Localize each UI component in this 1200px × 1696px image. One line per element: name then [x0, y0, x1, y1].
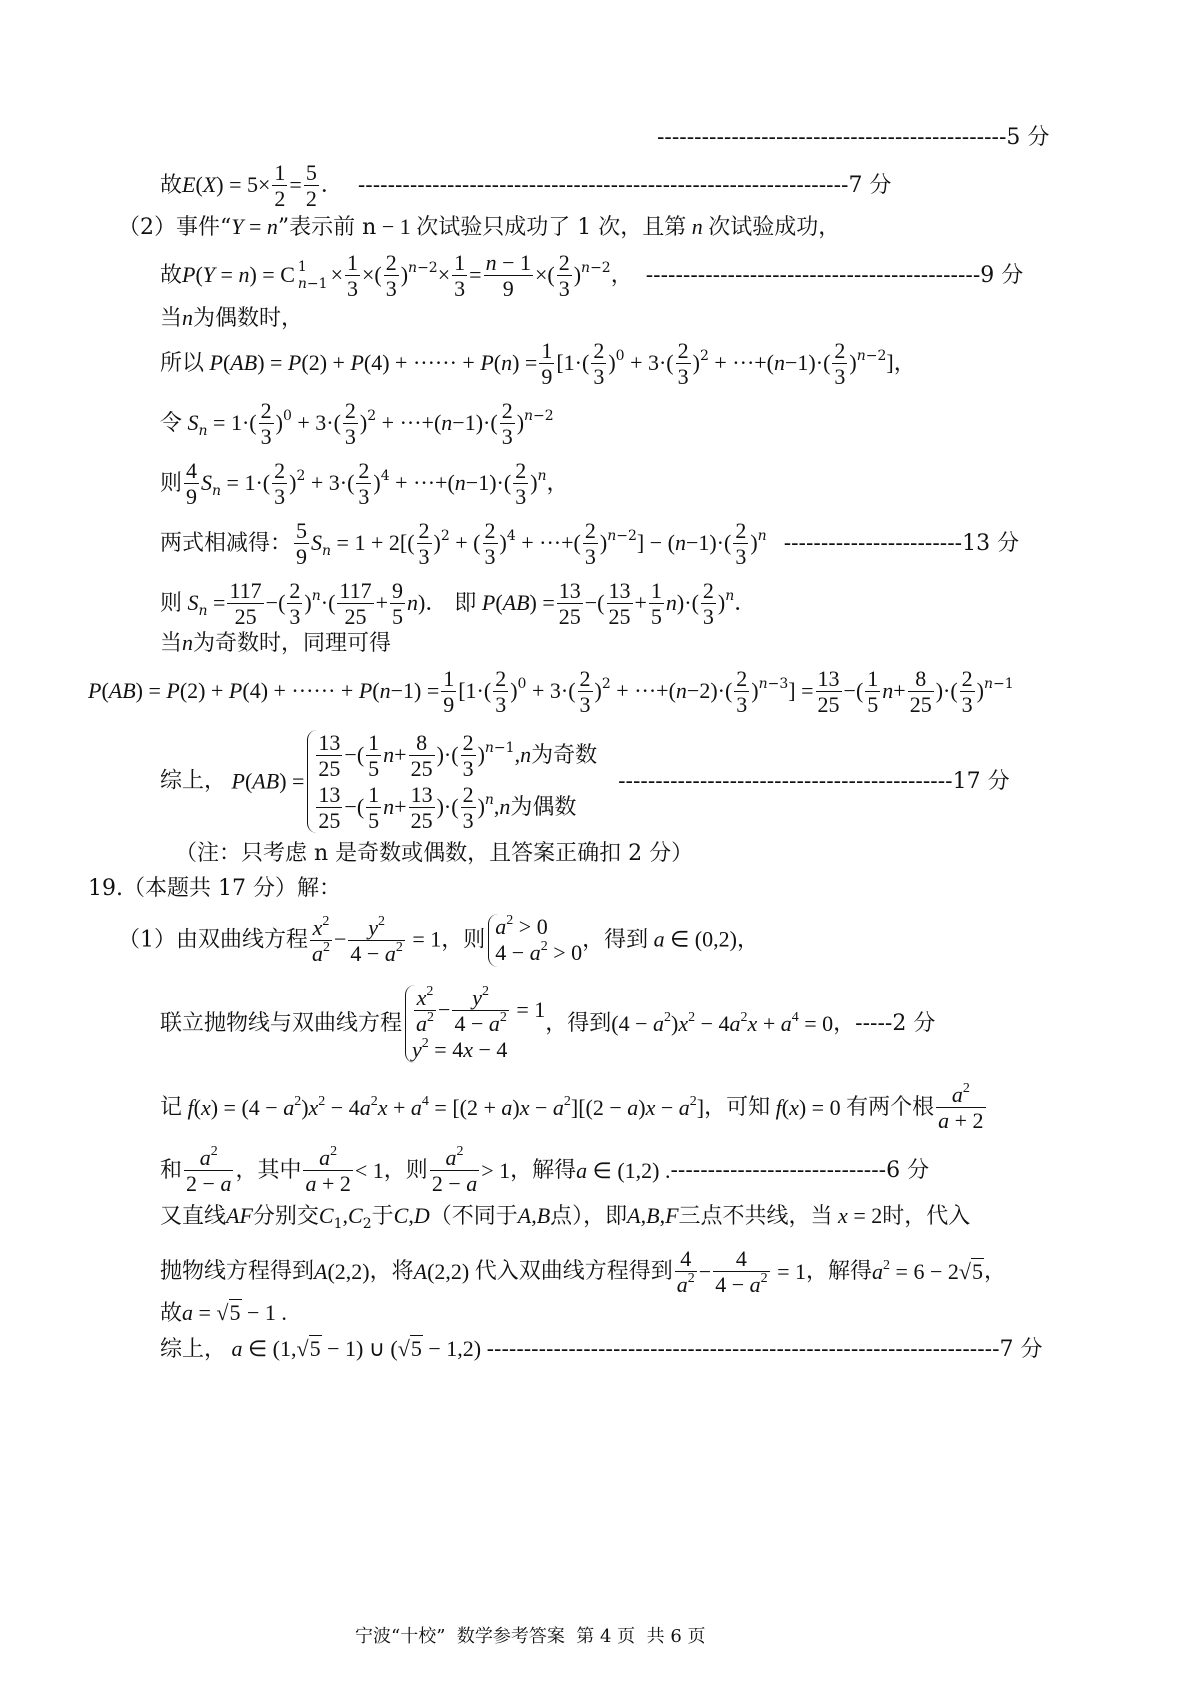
pab-odd-sum: P(AB) = P(2) + P(4) + ······ + P(n−1) = $\frac{1}{9}$ [1·( $\frac{2}{3}$ )$^0$ + 3·( $\frac{2}{3}$ )$^2$ + ···+(n−2)·( $\frac{2}{3}$ )$^{n-3}$] = $\frac{13}{25}$ −( $\frac{1}{5}$ n+ $\frac{8}{25}$ )·( $\frac{2}{3}$ )$^{n-1}$ [88, 666, 1014, 718]
part2-intro: （2）事件“Y = n”表示前 n − 1 次试验只成功了 1 次，且第 n 次试验成功， [118, 214, 841, 240]
score-mark-13: ------------------------13 分 [783, 530, 1020, 556]
pab-even-sum: 所以 P(AB) = P(2) + P(4) + ······ + P(n) = $\frac{1}{9}$ [1·( $\frac{2}{3}$ )$^0$ + 3·( $\frac{2}{3}$ )$^2$ + ···+(n−1)·( $\frac{2}{3}$ )$^{n-2}$]， [160, 338, 916, 390]
sn-result: 则 $S_n$ = $\frac{117}{25}$ −( $\frac{2}{3}$ )$^n$·( $\frac{117}{25}$ + $\frac{9}{5}$ n)． 即 P(AB) = $\frac{13}{25}$ −( $\frac{13}{25}$ + $\frac{1}{5}$ n)·( $\frac{2}{3}$ )$^n$． [160, 578, 757, 630]
text-gu: 故 [160, 172, 183, 198]
score-mark-6: -----------------------------6 分 [670, 1157, 930, 1183]
scoring-note: （注：只考虑 n 是奇数或偶数，且答案正确扣 2 分） [175, 841, 694, 866]
p19-roots-line: 和 $\frac{a^2}{2 - a}$ ，其中 $\frac{a^2}{a + 2}$ < 1，则 $\frac{a^2}{2 - a}$ > 1，解得a ∈ (1,2) .-----------------------------6 分 [160, 1144, 930, 1197]
p19-part1-line: （1）由双曲线方程 $\frac{x^2}{a^2}$ − $\frac{y^2}{4 - a^2}$ = 1，则 $a^2 > 0$ $4 - a^2 > 0$ ，得到 a ∈ (0,2)， [118, 913, 759, 966]
score-mark-7: ------------------------------------------------------------------7 分 [357, 172, 892, 198]
page-footer: 宁波“十校” 数学参考答案 第 4 页 共 6 页 [355, 1626, 706, 1647]
p19-system-line: 联立抛物线与双曲线方程 $\frac{x^2}{a^2}$ − $\frac{y^2}{4 - a^2}$ = 1 $y^2 = 4x - 4$ ，得到$(4 - a^2)x^2 - 4a^2x + a^4 = 0$，-----2 分 [160, 984, 936, 1062]
score-mark-9: ---------------------------------------------9 分 [645, 262, 1024, 288]
p19-fx-line: 记 $f(x) = (4 - a^2)x^2 - 4a^2x + a^4 = [(2 + a)x - a^2][(2 - a)x - a^2]$，可知 f(x) = 0 有两个根 $\frac{a^2}{a + 2}$ [160, 1081, 984, 1134]
p19-summary: 综上， a ∈ (1,√5 − 1) ∪ (√5 − 1,2) ---------------------------------------------------------------------7 分 [160, 1336, 1043, 1362]
even-case-intro: 当n为偶数时， [160, 305, 304, 331]
score-mark-17: ---------------------------------------------17 分 [618, 768, 1010, 794]
score-mark-2: -----2 分 [855, 1011, 936, 1036]
p19-af-line: 又直线AF分别交$C_1,C_2$于C,D（不同于A,B点），即A,B,F三点不共线，当 x = 2时，代入 [160, 1203, 971, 1232]
sn-scaled: 则 $\frac{4}{9}$ $S_n = 1\cdot$( $\frac{2}{3}$ )$^2$ + 3·( $\frac{2}{3}$ )$^4$ + ···+(n−1)·( $\frac{2}{3}$ )$^n$， [160, 458, 569, 510]
sn-subtract: 两式相减得： $\frac{5}{9}$ $S_n = 1 + 2$[( $\frac{2}{3}$ )$^2$ + ( $\frac{2}{3}$ )$^4$ + ···+( $\frac{2}{3}$ )$^{n-2}$] − (n−1)·( $\frac{2}{3}$ )$^n$ ------------------------13 分 [160, 518, 1020, 570]
odd-case-intro: 当n为奇数时，同理可得 [160, 630, 392, 656]
score-mark-7b: ---------------------------------------------------------------------7 分 [486, 1337, 1043, 1362]
score-mark-5: -----------------------------------------------5 分 [657, 125, 1050, 150]
sn-definition: 令 $S_n = 1\cdot$( $\frac{2}{3}$ )$^0$ + 3·( $\frac{2}{3}$ )$^2$ + ···+(n−1)·( $\frac{2}{3}$ )$^{n-2}$ [160, 398, 554, 450]
p19-parabola-line: 抛物线方程得到A(2,2)，将A(2,2) 代入双曲线方程得到 $\frac{4}{a^2}$ − $\frac{4}{4 - a^2}$ = 1，解得$a^2 = 6 - 2√5$， [160, 1246, 1006, 1298]
expectation-line: 故E(X) = 5× $\frac{1}{2}$ = $\frac{5}{2}$ ． ------------------------------------------------------------------7 分 [160, 160, 892, 212]
pab-summary: 综上， P(AB) = $\frac{13}{25}$ −( $\frac{1}{5}$ n+ $\frac{8}{25}$ )·( $\frac{2}{3}$ )$^{n-1}$,n为奇数 $\frac{13}{25}$ −( $\frac{1}{5}$ n+ $\frac{13}{25}$ )·( $\frac{2}{3}$ )$^n$,n为偶数 ---------------------------------------------17 分 [160, 730, 1010, 833]
prob-formula-line: 故P(Y = n) = C 1 n−1 × $\frac{1}{3}$ ×( $\frac{2}{3}$ )$^{n-2}$× $\frac{1}{3}$ = $\frac{n - 1}{9}$ ×( $\frac{2}{3}$ )$^{n-2}$， ---------------------------------------------9 分 [160, 250, 1024, 302]
problem-19-header: 19.（本题共 17 分）解： [88, 876, 341, 901]
piecewise-brace: $\frac{13}{25}$ −( $\frac{1}{5}$ n+ $\frac{8}{25}$ )·( $\frac{2}{3}$ )$^{n-1}$,n为奇数 $\frac{13}{25}$ −( $\frac{1}{5}$ n+ $\frac{13}{25}$ )·( $\frac{2}{3}$ )$^n$,n为偶数 [307, 730, 597, 833]
p19-a-value: 故a = √5 − 1 . [160, 1300, 287, 1326]
